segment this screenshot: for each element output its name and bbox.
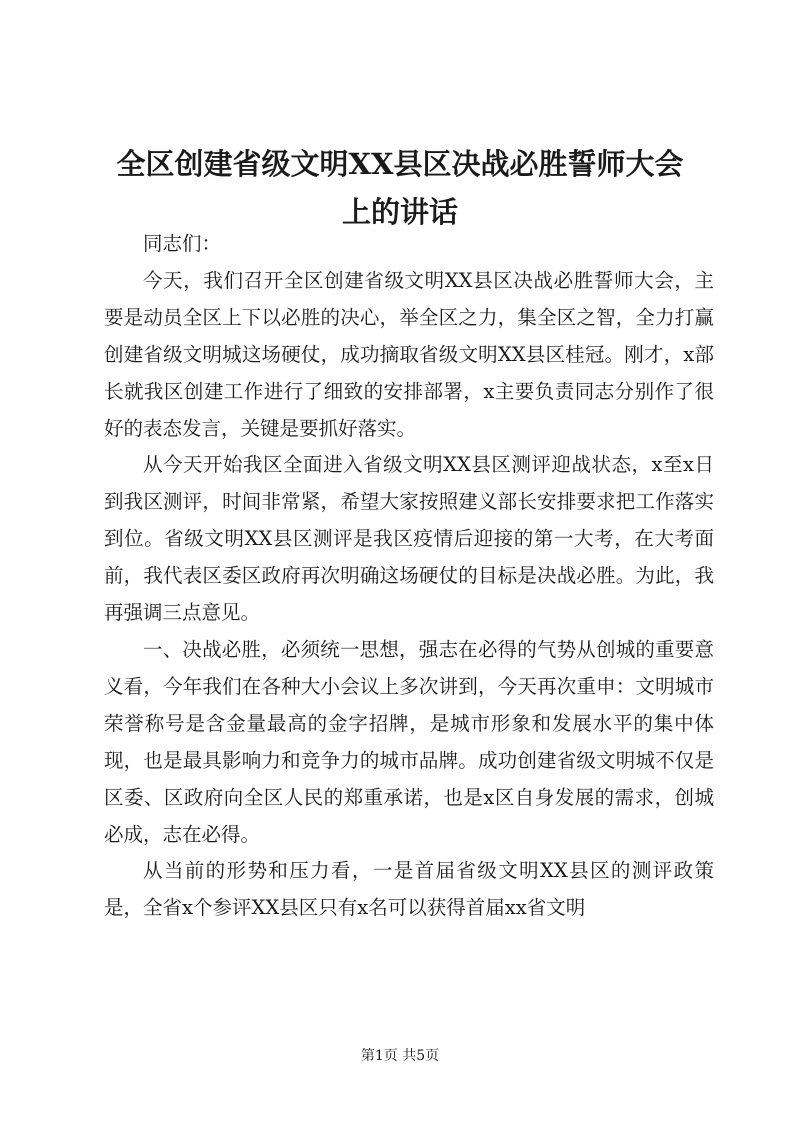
paragraph: 从当前的形势和压力看，一是首届省级文明XX县区的测评政策是，全省x个参评XX县区只有x名可以获得首届xx省文明	[104, 859, 714, 920]
title-line-1: 全区创建省级文明XX县区决战必胜誓师大会	[116, 147, 684, 181]
salutation: 同志们：	[143, 232, 222, 255]
page-number: 第1页 共5页	[360, 1048, 440, 1064]
document-title	[90, 140, 710, 236]
title-line-2: 上的讲话	[341, 195, 458, 229]
paragraph: 从今天开始我区全面进入省级文明XX县区测评迎战状态，x至x日到我区测评，时间非常紧，希望大家按照建义部长安排要求把工作落实到位。省级文明XX县区测评是我区疫情后迎接的第一大考，在大考面前，我代表区委区政府再次明确这场硬仗的目标是决战必胜。为此，我再强调三点意见。	[104, 453, 714, 625]
document-body	[104, 226, 714, 927]
paragraph: 一、决战必胜，必须统一思想，强志在必得的气势从创城的重要意义看，今年我们在各种大小会议上多次讲到，今天再次重申：文明城市荣誉称号是含金量最高的金字招牌，是城市形象和发展水平的集中体现，也是最具影响力和竞争力的城市品牌。成功创建省级文明城不仅是区委、区政府向全区人民的郑重承诺，也是x区自身发展的需求，创城必成，志在必得。	[104, 637, 714, 846]
page-footer	[0, 1046, 800, 1066]
paragraph: 今天，我们召开全区创建省级文明XX县区决战必胜誓师大会，主要是动员全区上下以必胜的决心，举全区之力，集全区之智，全力打赢创建省级文明城这场硬仗，成功摘取省级文明XX县区桂冠。刚才，x部长就我区创建工作进行了细致的安排部署，x主要负责同志分别作了很好的表态发言，关键是要抓好落实。	[104, 268, 714, 440]
